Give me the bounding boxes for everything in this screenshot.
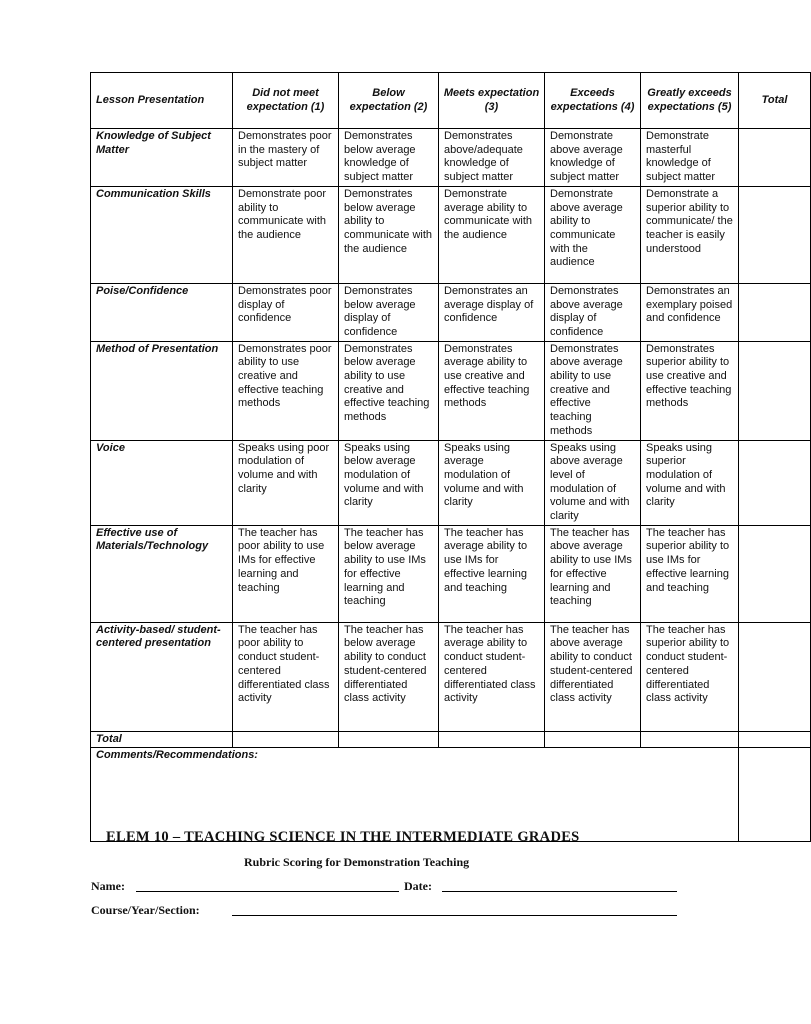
total-score-cell xyxy=(641,731,739,748)
rubric-cell: The teacher has superior ability to conduct student-centered differentiated class activity xyxy=(641,622,739,731)
header-cell: Meets expectation (3) xyxy=(439,73,545,129)
rubric-cell: Demonstrates poor in the mastery of subject matter xyxy=(233,129,339,187)
criterion-cell: Method of Presentation xyxy=(91,341,233,440)
rubric-cell: Demonstrate average ability to communicate with the audience xyxy=(439,186,545,283)
criterion-cell: Voice xyxy=(91,440,233,525)
total-cell xyxy=(739,283,811,341)
rubric-cell: Demonstrate above average ability to communicate with the audience xyxy=(545,186,641,283)
rubric-cell: Speaks using average modulation of volume and with clarity xyxy=(439,440,545,525)
total-score-cell xyxy=(233,731,339,748)
criterion-cell: Activity-based/ student-centered presentation xyxy=(91,622,233,731)
table-row xyxy=(91,622,811,731)
table-row xyxy=(91,129,811,187)
criterion-cell: Knowledge of Subject Matter xyxy=(91,129,233,187)
total-cell xyxy=(739,622,811,731)
table-row xyxy=(91,525,811,622)
date-line xyxy=(442,891,677,892)
total-cell xyxy=(739,440,811,525)
rubric-cell: Speaks using superior modulation of volume and with clarity xyxy=(641,440,739,525)
name-line xyxy=(136,891,399,892)
date-label: Date: xyxy=(404,879,432,893)
total-label: Total xyxy=(91,731,233,748)
course-label: Course/Year/Section: xyxy=(91,903,200,917)
comments-extra-cell xyxy=(739,748,811,842)
total-score-cell xyxy=(545,731,641,748)
rubric-cell: Demonstrate above average knowledge of subject matter xyxy=(545,129,641,187)
criterion-cell: Effective use of Materials/Technology xyxy=(91,525,233,622)
total-score-cell xyxy=(339,731,439,748)
rubric-cell: The teacher has below average ability to use IMs for effective learning and teaching xyxy=(339,525,439,622)
rubric-cell: Demonstrates above/adequate knowledge of subject matter xyxy=(439,129,545,187)
rubric-cell: Demonstrates below average ability to use creative and effective teaching methods xyxy=(339,341,439,440)
table-row xyxy=(91,186,811,283)
header-cell: Exceeds expectations (4) xyxy=(545,73,641,129)
rubric-cell: Demonstrate poor ability to communicate with the audience xyxy=(233,186,339,283)
rubric-cell: Speaks using below average modulation of volume and with clarity xyxy=(339,440,439,525)
rubric-table xyxy=(90,72,811,842)
rubric-cell: Demonstrates an average display of confidence xyxy=(439,283,545,341)
criterion-cell: Poise/Confidence xyxy=(91,283,233,341)
rubric-cell: The teacher has average ability to use IMs for effective learning and teaching xyxy=(439,525,545,622)
rubric-cell: Demonstrates below average display of confidence xyxy=(339,283,439,341)
rubric-cell: Demonstrates superior ability to use creative and effective teaching methods xyxy=(641,341,739,440)
rubric-cell: Demonstrates below average knowledge of subject matter xyxy=(339,129,439,187)
total-cell xyxy=(739,129,811,187)
rubric-cell: Demonstrates average ability to use creative and effective teaching methods xyxy=(439,341,545,440)
rubric-cell: Speaks using above average level of modulation of volume and with clarity xyxy=(545,440,641,525)
course-line xyxy=(232,915,677,916)
header-cell: Did not meet expectation (1) xyxy=(233,73,339,129)
total-cell xyxy=(739,525,811,622)
total-score-cell xyxy=(739,731,811,748)
table-row xyxy=(91,341,811,440)
name-label: Name: xyxy=(91,879,125,893)
header-cell: Below expectation (2) xyxy=(339,73,439,129)
rubric-cell: The teacher has poor ability to use IMs for effective learning and teaching xyxy=(233,525,339,622)
total-cell xyxy=(739,186,811,283)
rubric-cell: Demonstrates poor display of confidence xyxy=(233,283,339,341)
rubric-cell: Demonstrates above average display of confidence xyxy=(545,283,641,341)
comments-cell: Comments/Recommendations: xyxy=(91,748,739,842)
header-cell: Lesson Presentation xyxy=(91,73,233,129)
table-row xyxy=(91,283,811,341)
rubric-cell: Demonstrates above average ability to use creative and effective teaching methods xyxy=(545,341,641,440)
rubric-cell: Demonstrates poor ability to use creative and effective teaching methods xyxy=(233,341,339,440)
rubric-cell: The teacher has above average ability to use IMs for effective learning and teaching xyxy=(545,525,641,622)
comments-row xyxy=(91,748,811,842)
rubric-cell: Demonstrate a superior ability to communicate/ the teacher is easily understood xyxy=(641,186,739,283)
rubric-cell: The teacher has average ability to conduct student-centered differentiated class activity xyxy=(439,622,545,731)
total-cell xyxy=(739,341,811,440)
criterion-cell: Communication Skills xyxy=(91,186,233,283)
rubric-cell: Speaks using poor modulation of volume and with clarity xyxy=(233,440,339,525)
rubric-cell: The teacher has superior ability to use IMs for effective learning and teaching xyxy=(641,525,739,622)
rubric-cell: Demonstrate masterful knowledge of subject matter xyxy=(641,129,739,187)
document-title: ELEM 10 – TEACHING SCIENCE IN THE INTERMEDIATE GRADES xyxy=(106,829,580,845)
rubric-cell: The teacher has above average ability to conduct student-centered differentiated class activity xyxy=(545,622,641,731)
rubric-cell: The teacher has poor ability to conduct student-centered differentiated class activity xyxy=(233,622,339,731)
document-subtitle: Rubric Scoring for Demonstration Teaching xyxy=(244,855,470,869)
total-score-cell xyxy=(439,731,545,748)
rubric-cell: Demonstrates below average ability to communicate with the audience xyxy=(339,186,439,283)
rubric-cell: Demonstrates an exemplary poised and confidence xyxy=(641,283,739,341)
header-row xyxy=(91,73,811,129)
header-cell: Total xyxy=(739,73,811,129)
total-row xyxy=(91,731,811,748)
header-cell: Greatly exceeds expectations (5) xyxy=(641,73,739,129)
table-row xyxy=(91,440,811,525)
rubric-cell: The teacher has below average ability to conduct student-centered differentiated class activity xyxy=(339,622,439,731)
